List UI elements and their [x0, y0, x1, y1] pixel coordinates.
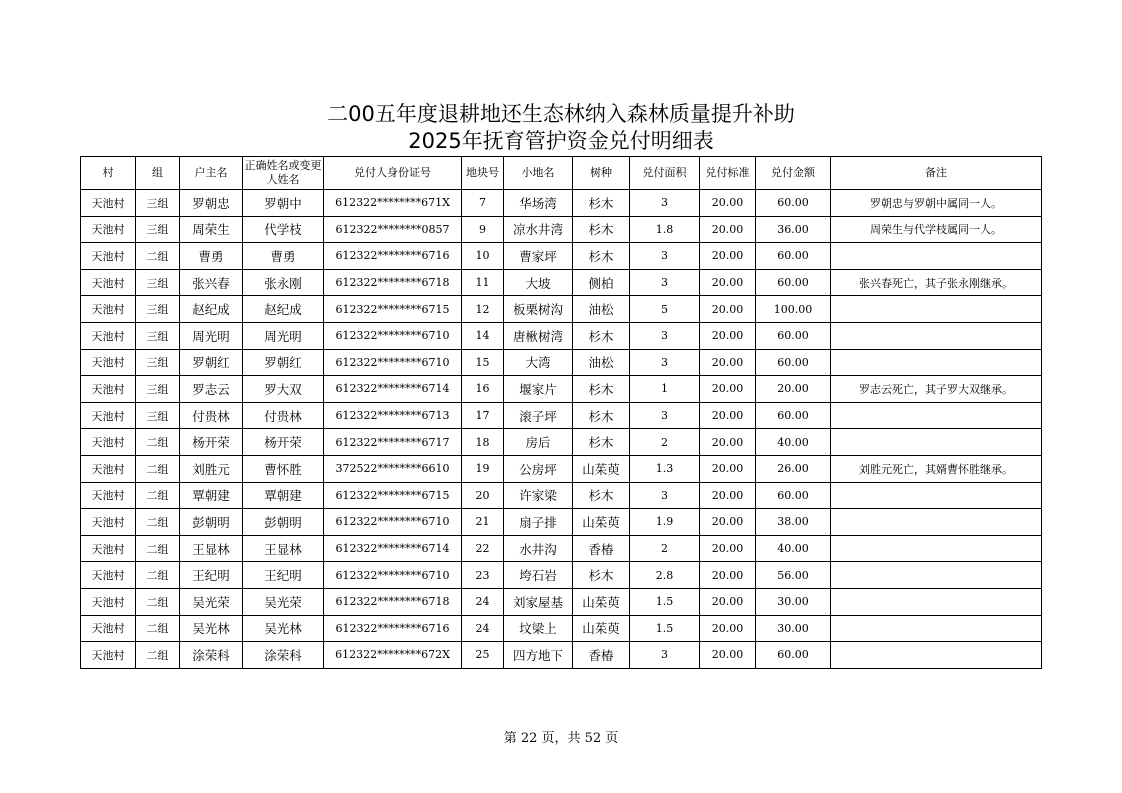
- table-row: [81, 429, 1042, 456]
- cell-group: 二组: [136, 535, 180, 562]
- cell-note: 周荣生与代学枝属同一人。: [831, 216, 1042, 243]
- cell-standard: 20.00: [700, 216, 756, 243]
- cell-plot-no: 22: [462, 535, 504, 562]
- cell-village: 天池村: [81, 588, 136, 615]
- cell-place-name: 公房坪: [504, 455, 573, 482]
- cell-id-number: 612322********6716: [324, 615, 462, 642]
- cell-area: 3: [630, 322, 700, 349]
- cell-area: 2: [630, 429, 700, 456]
- table-body: [81, 190, 1042, 669]
- table-row: [81, 482, 1042, 509]
- table-row: [81, 322, 1042, 349]
- cell-area: 3: [630, 402, 700, 429]
- cell-area: 3: [630, 190, 700, 217]
- cell-plot-no: 18: [462, 429, 504, 456]
- cell-note: 刘胜元死亡，其婿曹怀胜继承。: [831, 455, 1042, 482]
- cell-group: 二组: [136, 243, 180, 270]
- cell-standard: 20.00: [700, 455, 756, 482]
- cell-standard: 20.00: [700, 190, 756, 217]
- cell-plot-no: 17: [462, 402, 504, 429]
- cell-tree-species: 杉木: [573, 429, 630, 456]
- cell-place-name: 堰家片: [504, 376, 573, 403]
- cell-amount: 60.00: [756, 243, 831, 270]
- cell-village: 天池村: [81, 642, 136, 669]
- header-tree-species: 树种: [573, 157, 630, 190]
- cell-amount: 40.00: [756, 429, 831, 456]
- cell-plot-no: 11: [462, 269, 504, 296]
- header-standard: 兑付标准: [700, 157, 756, 190]
- cell-amount: 60.00: [756, 349, 831, 376]
- cell-note: [831, 429, 1042, 456]
- cell-plot-no: 15: [462, 349, 504, 376]
- cell-note: 罗朝忠与罗朝中属同一人。: [831, 190, 1042, 217]
- cell-amount: 56.00: [756, 562, 831, 589]
- cell-place-name: 滚子坪: [504, 402, 573, 429]
- cell-householder: 覃朝建: [180, 482, 243, 509]
- table-row: [81, 455, 1042, 482]
- cell-group: 二组: [136, 455, 180, 482]
- cell-place-name: 四方地下: [504, 642, 573, 669]
- cell-householder: 周光明: [180, 322, 243, 349]
- table-row: [81, 588, 1042, 615]
- cell-area: 3: [630, 269, 700, 296]
- cell-id-number: 612322********6710: [324, 349, 462, 376]
- cell-plot-no: 23: [462, 562, 504, 589]
- cell-group: 三组: [136, 349, 180, 376]
- cell-payee-name: 王显林: [243, 535, 324, 562]
- cell-tree-species: 杉木: [573, 376, 630, 403]
- header-area: 兑付面积: [630, 157, 700, 190]
- cell-village: 天池村: [81, 322, 136, 349]
- cell-payee-name: 周光明: [243, 322, 324, 349]
- cell-area: 1.3: [630, 455, 700, 482]
- cell-id-number: 612322********6717: [324, 429, 462, 456]
- cell-standard: 20.00: [700, 642, 756, 669]
- cell-amount: 60.00: [756, 322, 831, 349]
- cell-householder: 赵纪成: [180, 296, 243, 323]
- table-row: [81, 190, 1042, 217]
- cell-plot-no: 24: [462, 615, 504, 642]
- cell-householder: 吴光荣: [180, 588, 243, 615]
- cell-payee-name: 吴光荣: [243, 588, 324, 615]
- cell-amount: 36.00: [756, 216, 831, 243]
- cell-group: 二组: [136, 615, 180, 642]
- cell-standard: 20.00: [700, 376, 756, 403]
- cell-tree-species: 油松: [573, 296, 630, 323]
- cell-group: 三组: [136, 190, 180, 217]
- cell-amount: 30.00: [756, 588, 831, 615]
- cell-standard: 20.00: [700, 269, 756, 296]
- cell-payee-name: 罗朝红: [243, 349, 324, 376]
- cell-householder: 张兴春: [180, 269, 243, 296]
- cell-standard: 20.00: [700, 243, 756, 270]
- cell-group: 二组: [136, 429, 180, 456]
- header-amount: 兑付金额: [756, 157, 831, 190]
- cell-plot-no: 24: [462, 588, 504, 615]
- cell-village: 天池村: [81, 429, 136, 456]
- cell-place-name: 坟梁上: [504, 615, 573, 642]
- header-village: 村: [81, 157, 136, 190]
- cell-plot-no: 19: [462, 455, 504, 482]
- cell-group: 三组: [136, 216, 180, 243]
- cell-group: 二组: [136, 509, 180, 536]
- cell-area: 3: [630, 642, 700, 669]
- cell-area: 1.8: [630, 216, 700, 243]
- cell-tree-species: 山茱萸: [573, 615, 630, 642]
- cell-payee-name: 张永刚: [243, 269, 324, 296]
- cell-group: 二组: [136, 588, 180, 615]
- header-note: 备注: [831, 157, 1042, 190]
- cell-id-number: 612322********6710: [324, 562, 462, 589]
- table-row: [81, 615, 1042, 642]
- header-householder: 户主名: [180, 157, 243, 190]
- cell-note: [831, 322, 1042, 349]
- cell-tree-species: 山茱萸: [573, 455, 630, 482]
- header-payee-name: 正确姓名或变更人姓名: [243, 157, 324, 190]
- cell-plot-no: 10: [462, 243, 504, 270]
- cell-plot-no: 25: [462, 642, 504, 669]
- payment-detail-table: [80, 156, 1042, 669]
- cell-amount: 30.00: [756, 615, 831, 642]
- cell-id-number: 612322********6718: [324, 588, 462, 615]
- cell-tree-species: 杉木: [573, 322, 630, 349]
- cell-tree-species: 杉木: [573, 482, 630, 509]
- cell-tree-species: 杉木: [573, 190, 630, 217]
- cell-id-number: 612322********6713: [324, 402, 462, 429]
- cell-area: 5: [630, 296, 700, 323]
- cell-village: 天池村: [81, 615, 136, 642]
- cell-id-number: 612322********0857: [324, 216, 462, 243]
- cell-place-name: 刘家屋基: [504, 588, 573, 615]
- cell-note: [831, 615, 1042, 642]
- cell-payee-name: 涂荣科: [243, 642, 324, 669]
- cell-village: 天池村: [81, 269, 136, 296]
- document-title-line-1: 二00五年度退耕地还生态林纳入森林质量提升补助: [327, 102, 795, 126]
- cell-group: 三组: [136, 296, 180, 323]
- cell-tree-species: 侧柏: [573, 269, 630, 296]
- cell-place-name: 水井沟: [504, 535, 573, 562]
- cell-area: 3: [630, 349, 700, 376]
- cell-place-name: 华场湾: [504, 190, 573, 217]
- cell-group: 三组: [136, 322, 180, 349]
- cell-householder: 周荣生: [180, 216, 243, 243]
- cell-area: 3: [630, 243, 700, 270]
- cell-tree-species: 杉木: [573, 402, 630, 429]
- cell-householder: 曹勇: [180, 243, 243, 270]
- cell-place-name: 许家梁: [504, 482, 573, 509]
- document-title-line-2: 2025年抚育管护资金兑付明细表: [408, 129, 714, 153]
- cell-note: [831, 402, 1042, 429]
- cell-area: 1.5: [630, 615, 700, 642]
- cell-id-number: 612322********6714: [324, 535, 462, 562]
- cell-householder: 杨开荣: [180, 429, 243, 456]
- cell-amount: 100.00: [756, 296, 831, 323]
- cell-tree-species: 香椿: [573, 535, 630, 562]
- cell-payee-name: 付贵林: [243, 402, 324, 429]
- cell-note: [831, 243, 1042, 270]
- cell-householder: 罗朝红: [180, 349, 243, 376]
- table-row: [81, 243, 1042, 270]
- cell-note: [831, 482, 1042, 509]
- cell-place-name: 扇子排: [504, 509, 573, 536]
- cell-area: 1: [630, 376, 700, 403]
- cell-note: [831, 509, 1042, 536]
- header-group: 组: [136, 157, 180, 190]
- table-row: [81, 349, 1042, 376]
- cell-place-name: 大湾: [504, 349, 573, 376]
- cell-group: 三组: [136, 402, 180, 429]
- cell-amount: 60.00: [756, 190, 831, 217]
- cell-place-name: 唐楸树湾: [504, 322, 573, 349]
- cell-tree-species: 山茱萸: [573, 588, 630, 615]
- cell-village: 天池村: [81, 455, 136, 482]
- cell-place-name: 大坡: [504, 269, 573, 296]
- cell-tree-species: 杉木: [573, 562, 630, 589]
- cell-note: 张兴春死亡，其子张永刚继承。: [831, 269, 1042, 296]
- cell-area: 2.8: [630, 562, 700, 589]
- cell-place-name: 房后: [504, 429, 573, 456]
- table-header-row: [81, 157, 1042, 190]
- cell-standard: 20.00: [700, 562, 756, 589]
- cell-village: 天池村: [81, 402, 136, 429]
- cell-area: 1.9: [630, 509, 700, 536]
- cell-householder: 罗朝忠: [180, 190, 243, 217]
- cell-village: 天池村: [81, 562, 136, 589]
- cell-plot-no: 12: [462, 296, 504, 323]
- cell-amount: 60.00: [756, 642, 831, 669]
- cell-amount: 40.00: [756, 535, 831, 562]
- cell-householder: 王纪明: [180, 562, 243, 589]
- cell-tree-species: 山茱萸: [573, 509, 630, 536]
- cell-area: 2: [630, 535, 700, 562]
- cell-standard: 20.00: [700, 482, 756, 509]
- table-row: [81, 509, 1042, 536]
- header-plot-no: 地块号: [462, 157, 504, 190]
- cell-place-name: 垮石岩: [504, 562, 573, 589]
- cell-group: 二组: [136, 642, 180, 669]
- cell-id-number: 612322********6715: [324, 482, 462, 509]
- cell-householder: 涂荣科: [180, 642, 243, 669]
- cell-village: 天池村: [81, 482, 136, 509]
- cell-amount: 60.00: [756, 402, 831, 429]
- cell-area: 1.5: [630, 588, 700, 615]
- cell-standard: 20.00: [700, 588, 756, 615]
- cell-payee-name: 罗大双: [243, 376, 324, 403]
- cell-note: [831, 349, 1042, 376]
- cell-id-number: 612322********671X: [324, 190, 462, 217]
- cell-village: 天池村: [81, 296, 136, 323]
- cell-village: 天池村: [81, 376, 136, 403]
- cell-tree-species: 油松: [573, 349, 630, 376]
- cell-amount: 20.00: [756, 376, 831, 403]
- cell-group: 二组: [136, 562, 180, 589]
- cell-note: [831, 535, 1042, 562]
- cell-standard: 20.00: [700, 296, 756, 323]
- cell-standard: 20.00: [700, 402, 756, 429]
- cell-householder: 刘胜元: [180, 455, 243, 482]
- cell-village: 天池村: [81, 509, 136, 536]
- cell-payee-name: 曹勇: [243, 243, 324, 270]
- header-place-name: 小地名: [504, 157, 573, 190]
- cell-village: 天池村: [81, 535, 136, 562]
- table-row: [81, 402, 1042, 429]
- cell-id-number: 372522********6610: [324, 455, 462, 482]
- cell-tree-species: 杉木: [573, 243, 630, 270]
- cell-tree-species: 香椿: [573, 642, 630, 669]
- cell-standard: 20.00: [700, 429, 756, 456]
- cell-village: 天池村: [81, 349, 136, 376]
- cell-payee-name: 曹怀胜: [243, 455, 324, 482]
- header-id-number: 兑付人身份证号: [324, 157, 462, 190]
- cell-area: 3: [630, 482, 700, 509]
- cell-village: 天池村: [81, 243, 136, 270]
- cell-amount: 60.00: [756, 269, 831, 296]
- cell-group: 三组: [136, 376, 180, 403]
- cell-group: 二组: [136, 482, 180, 509]
- cell-payee-name: 赵纪成: [243, 296, 324, 323]
- cell-plot-no: 9: [462, 216, 504, 243]
- cell-householder: 王显林: [180, 535, 243, 562]
- cell-id-number: 612322********6714: [324, 376, 462, 403]
- cell-note: [831, 588, 1042, 615]
- cell-standard: 20.00: [700, 535, 756, 562]
- cell-householder: 彭朝明: [180, 509, 243, 536]
- cell-note: [831, 642, 1042, 669]
- cell-amount: 26.00: [756, 455, 831, 482]
- cell-plot-no: 16: [462, 376, 504, 403]
- cell-tree-species: 杉木: [573, 216, 630, 243]
- cell-householder: 吴光林: [180, 615, 243, 642]
- cell-place-name: 板栗树沟: [504, 296, 573, 323]
- table-row: [81, 642, 1042, 669]
- cell-note: [831, 296, 1042, 323]
- cell-householder: 罗志云: [180, 376, 243, 403]
- cell-standard: 20.00: [700, 615, 756, 642]
- cell-payee-name: 王纪明: [243, 562, 324, 589]
- page-footer: 第 22 页，共 52 页: [503, 731, 619, 746]
- cell-plot-no: 14: [462, 322, 504, 349]
- cell-plot-no: 20: [462, 482, 504, 509]
- table-row: [81, 376, 1042, 403]
- cell-village: 天池村: [81, 190, 136, 217]
- cell-id-number: 612322********6718: [324, 269, 462, 296]
- table-row: [81, 269, 1042, 296]
- cell-note: 罗志云死亡，其子罗大双继承。: [831, 376, 1042, 403]
- table-row: [81, 216, 1042, 243]
- cell-note: [831, 562, 1042, 589]
- cell-place-name: 曹家坪: [504, 243, 573, 270]
- cell-village: 天池村: [81, 216, 136, 243]
- cell-amount: 60.00: [756, 482, 831, 509]
- cell-id-number: 612322********6715: [324, 296, 462, 323]
- cell-id-number: 612322********6710: [324, 322, 462, 349]
- cell-payee-name: 吴光林: [243, 615, 324, 642]
- cell-payee-name: 代学枝: [243, 216, 324, 243]
- cell-payee-name: 罗朝中: [243, 190, 324, 217]
- cell-payee-name: 彭朝明: [243, 509, 324, 536]
- cell-id-number: 612322********6710: [324, 509, 462, 536]
- cell-standard: 20.00: [700, 349, 756, 376]
- cell-amount: 38.00: [756, 509, 831, 536]
- cell-householder: 付贵林: [180, 402, 243, 429]
- cell-payee-name: 覃朝建: [243, 482, 324, 509]
- table-row: [81, 296, 1042, 323]
- cell-standard: 20.00: [700, 322, 756, 349]
- cell-payee-name: 杨开荣: [243, 429, 324, 456]
- cell-id-number: 612322********6716: [324, 243, 462, 270]
- table-row: [81, 535, 1042, 562]
- cell-standard: 20.00: [700, 509, 756, 536]
- table-row: [81, 562, 1042, 589]
- cell-group: 三组: [136, 269, 180, 296]
- cell-plot-no: 7: [462, 190, 504, 217]
- cell-place-name: 凉水井湾: [504, 216, 573, 243]
- cell-id-number: 612322********672X: [324, 642, 462, 669]
- cell-plot-no: 21: [462, 509, 504, 536]
